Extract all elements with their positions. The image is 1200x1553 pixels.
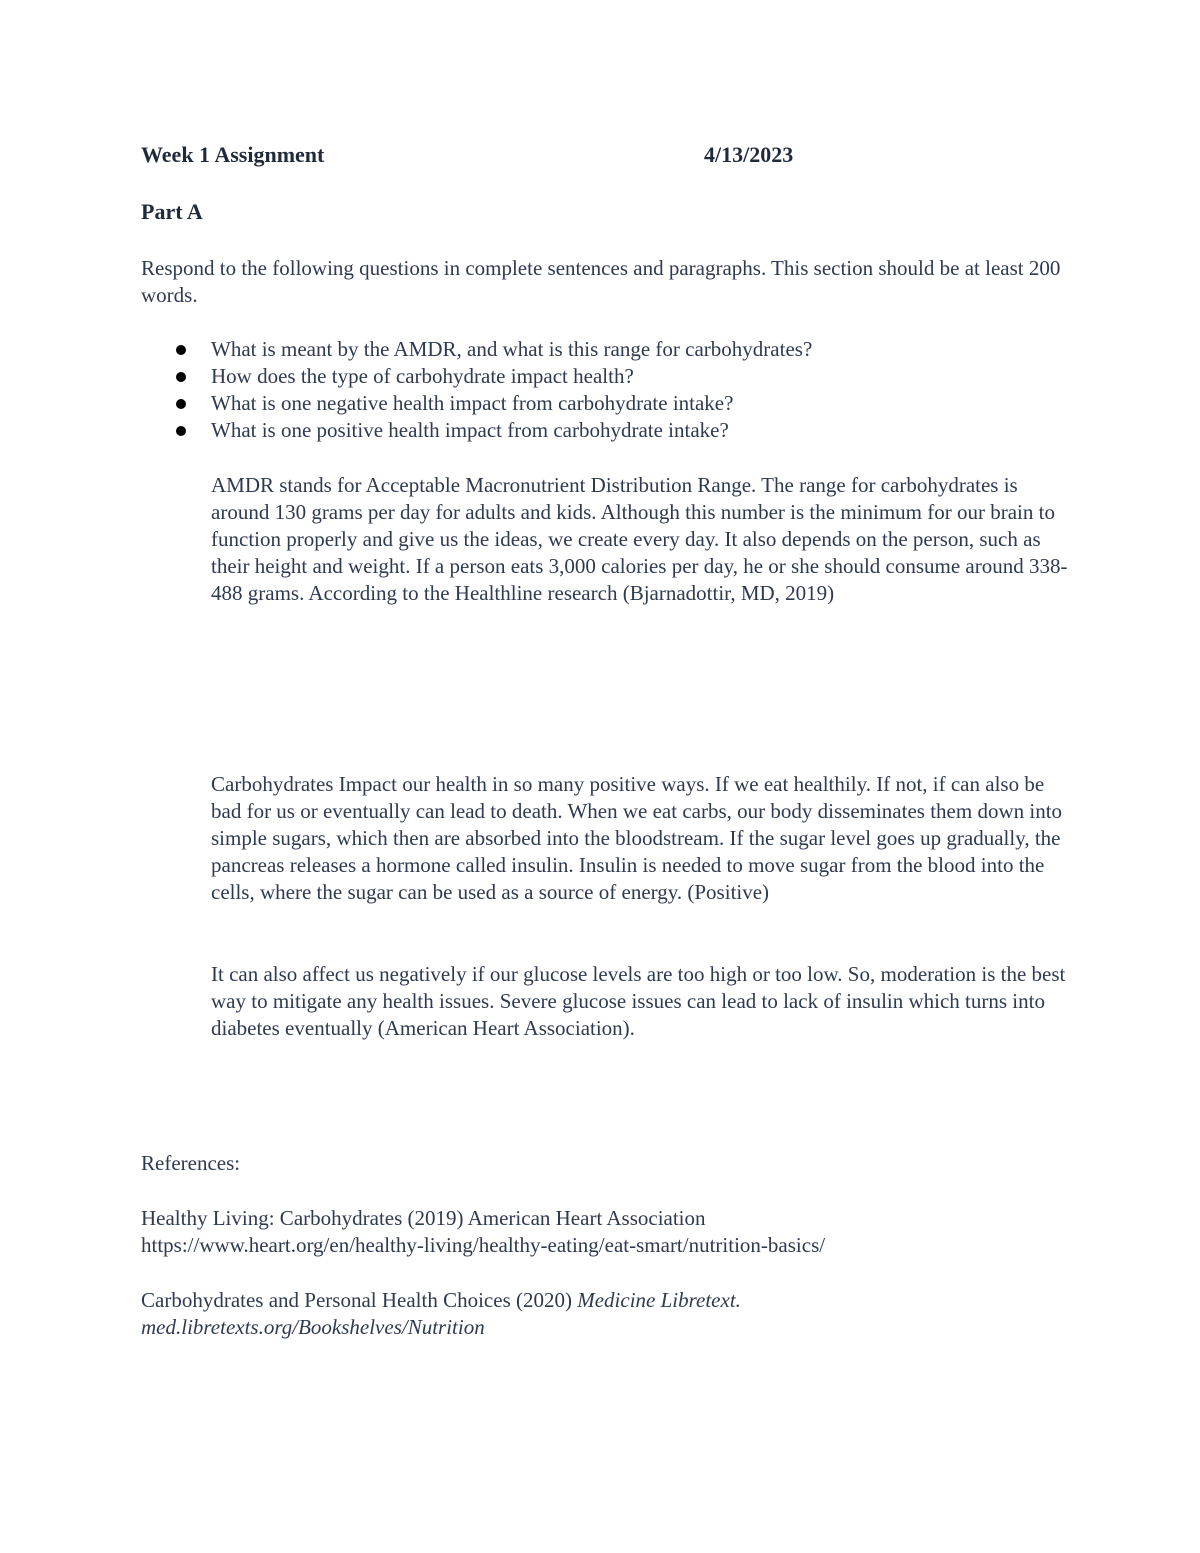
question-item bbox=[141, 363, 1071, 390]
answer-paragraph-negative: It can also affect us negatively if our glucose levels are too high or too low. So, moderation is the best way to mitigate any health issues. Severe glucose issues can lead to lack of insulin which turns into diabetes eventually (American Heart Association). bbox=[211, 962, 1066, 1040]
reference-url[interactable]: https://www.heart.org/en/healthy-living/healthy-eating/eat-smart/nutrition-basics/ bbox=[141, 1233, 826, 1257]
assignment-title: Week 1 Assignment bbox=[141, 142, 325, 167]
instructions-paragraph: Respond to the following questions in complete sentences and paragraphs. This section should be at least 200 words. bbox=[141, 256, 1061, 307]
reference-text: Carbohydrates and Personal Health Choices (2020) bbox=[141, 1288, 578, 1312]
bullet-icon bbox=[176, 345, 186, 355]
reference-entry bbox=[141, 1287, 1101, 1341]
question-item bbox=[141, 336, 1071, 363]
question-text: What is meant by the AMDR, and what is this range for carbohydrates? bbox=[211, 337, 813, 361]
bullet-icon bbox=[176, 372, 186, 382]
bullet-icon bbox=[176, 399, 186, 409]
part-heading: Part A bbox=[141, 199, 203, 224]
assignment-date: 4/13/2023 bbox=[704, 142, 794, 167]
question-item bbox=[141, 417, 1071, 444]
question-text: What is one positive health impact from carbohydrate intake? bbox=[211, 418, 729, 442]
reference-entry bbox=[141, 1205, 1101, 1259]
answer-paragraph-amdr: AMDR stands for Acceptable Macronutrient Distribution Range. The range for carbohydrates is around 130 grams per day for adults and kids. Although this number is the minimum for our brain to function properly and give us the ideas, we create every day. It also depends on the person, such as their height and weight. If a person eats 3,000 calories per day, he or she should consume around 338-488 grams. According to the Healthline research (Bjarnadottir, MD, 2019) bbox=[211, 473, 1068, 605]
bullet-icon bbox=[176, 426, 186, 436]
references-heading: References: bbox=[141, 1151, 241, 1175]
reference-source: Medicine Libretext. bbox=[577, 1288, 741, 1312]
question-text: How does the type of carbohydrate impact health? bbox=[211, 364, 634, 388]
reference-url[interactable]: med.libretexts.org/Bookshelves/Nutrition bbox=[141, 1315, 485, 1339]
question-item bbox=[141, 390, 1071, 417]
answer-paragraph-positive: Carbohydrates Impact our health in so many positive ways. If we eat healthily. If not, if can also be bad for us or eventually can lead to death. When we eat carbs, our body disseminates them down into simple sugars, which then are absorbed into the bloodstream. If the sugar level goes up gradually, the pancreas releases a hormone called insulin. Insulin is needed to move sugar from the blood into the cells, where the sugar can be used as a source of energy. (Positive) bbox=[211, 772, 1063, 904]
question-list bbox=[141, 336, 1071, 444]
question-text: What is one negative health impact from carbohydrate intake? bbox=[211, 391, 734, 415]
reference-text: Healthy Living: Carbohydrates (2019) American Heart Association bbox=[141, 1206, 706, 1230]
